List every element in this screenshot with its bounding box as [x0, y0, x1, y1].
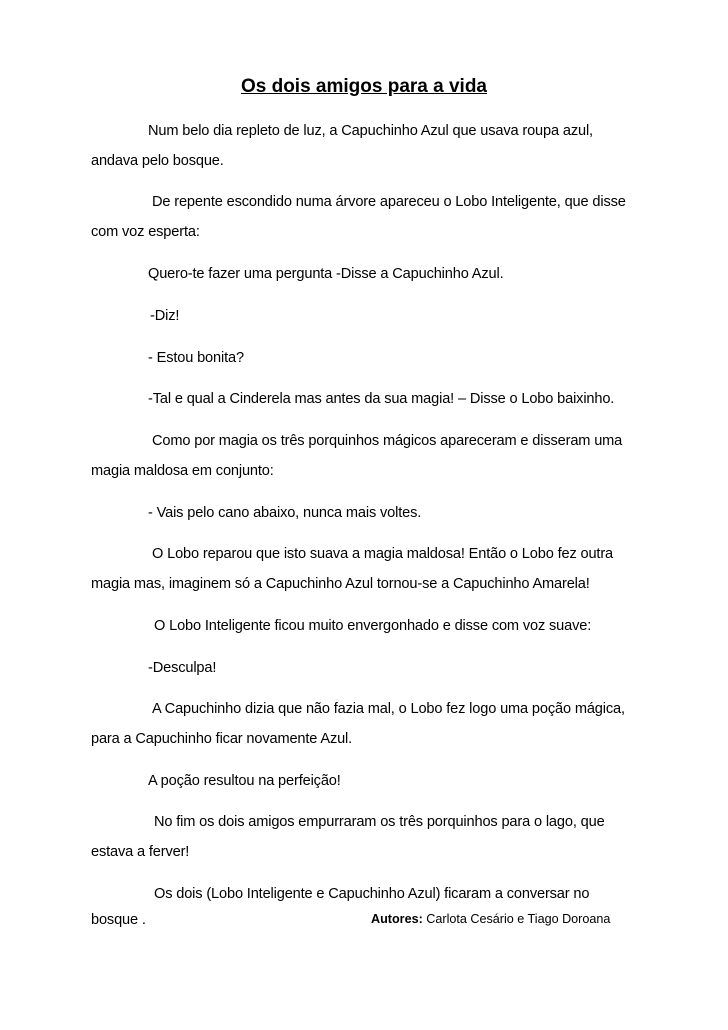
text-line: com voz esperta: [91, 224, 200, 240]
text-line: Quero-te fazer uma pergunta -Disse a Capuchinho Azul. [148, 266, 504, 282]
authors-names: Carlota Cesário e Tiago Doroana [426, 912, 611, 926]
text-line: O Lobo reparou que isto suava a magia maldosa! Então o Lobo fez outra [152, 546, 614, 562]
text-line: bosque . [91, 912, 146, 928]
text-line: para a Capuchinho ficar novamente Azul. [91, 731, 353, 747]
text-line: estava a ferver! [91, 844, 190, 860]
text-line: magia maldosa em conjunto: [91, 463, 274, 479]
text-line: andava pelo bosque. [91, 153, 224, 169]
text-line: -Desculpa! [148, 660, 217, 676]
text-line: -Tal e qual a Cinderela mas antes da sua magia! – Disse o Lobo baixinho. [148, 391, 615, 407]
text-line: Num belo dia repleto de luz, a Capuchinho Azul que usava roupa azul, [148, 123, 593, 139]
text-line: A poção resultou na perfeição! [148, 773, 341, 789]
text-line: magia mas, imaginem só a Capuchinho Azul tornou-se a Capuchinho Amarela! [91, 576, 590, 592]
text-line: A Capuchinho dizia que não fazia mal, o Lobo fez logo uma poção mágica, [152, 701, 625, 717]
text-line: Os dois (Lobo Inteligente e Capuchinho Azul) ficaram a conversar no [154, 886, 590, 902]
text-line: O Lobo Inteligente ficou muito envergonhado e disse com voz suave: [154, 618, 592, 634]
text-line: - Estou bonita? [148, 350, 244, 366]
text-line: Como por magia os três porquinhos mágicos apareceram e disseram uma [152, 433, 623, 449]
text-line: - Vais pelo cano abaixo, nunca mais voltes. [148, 505, 422, 521]
text-line: No fim os dois amigos empurraram os três porquinhos para o lago, que [154, 814, 605, 830]
authors-label: Autores: [371, 912, 423, 926]
text-line: -Diz! [150, 308, 180, 324]
document-title: Os dois amigos para a vida [240, 76, 488, 97]
text-line: De repente escondido numa árvore apareceu o Lobo Inteligente, que disse [152, 194, 626, 210]
authors-credit [371, 911, 610, 927]
